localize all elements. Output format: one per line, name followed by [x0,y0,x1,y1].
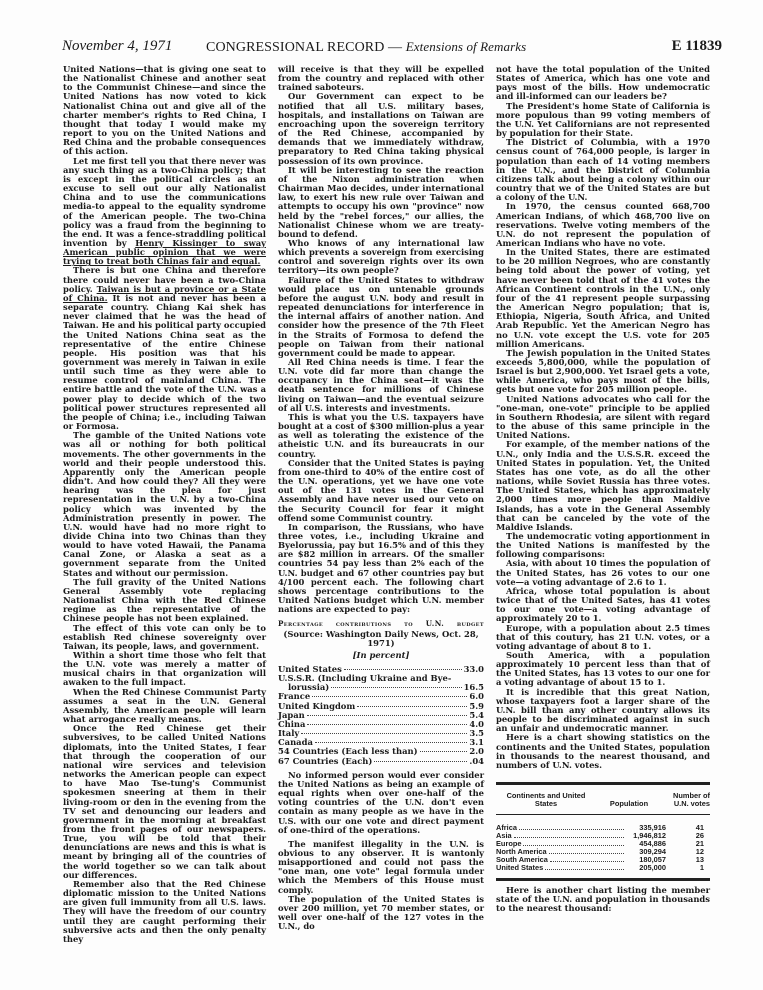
paragraph-text: Let me first tell you that there never was any such thing as a two-China policy; that is except in the political circles as an excuse to sell out our ally Nationalist China and to use the communications media-to appeal to the equality syndrome of the American people. The two-China policy was a fraud from the beginning to the end. It was a fence-straddling political invention by [63,155,266,248]
table-row: United States 205,000 1 [496,863,704,873]
underlined-text: Taiwan is but a province or a State of China. [63,283,266,303]
paragraph: Remember also that the Red Chinese diplomatic mission to the United Nations are given full immunity from all U.S. laws. They will have the freedom of our country until they are caught performing their subversive acts and then the only penalty they [63,878,266,944]
table-row: U.S.S.R. (Including Ukraine and Bye- [278,673,452,684]
paragraph: The manifest illegality in the U.N. is obvious to any observer. It is wantonly misapportioned and could not pass the "one man, one vote" legal formula under which the Members of this House must comply. [278,838,484,895]
page-number: E 11839 [671,38,722,54]
paragraph: In the United States, there are estimated to be 20 million Negroes, who are constantly being told about the power of voting, yet have never been told that of the 41 votes the African Continent controls in the U.N., only four of the 41 represent people surpassing the American Negro population; that is, Ethiopia, Nigeria, South Africa, and United Arab Republic. Yet the American Negro has no U.N. vote except the U.S. vote for 205 million Americans. [496,247,710,349]
paragraph: The Jewish population in the United States exceeds 5,800,000, while the population of Israel is but 2,900,000. Yet Israel gets a vote, while America, who pays most of the bills, gets but one vote for 205 million people. [496,347,710,395]
table-row: lorussia) 16.5 [288,682,484,693]
table-row: United States 33.0 [278,664,484,674]
paragraph: not have the total population of the United States of America, which has one vote and pays most of the bills. How undemocratic and ill-informed can our leaders be? [496,64,710,102]
paragraph: The undemocratic voting apportionment in the United Nations is manifested by the following comparisons: [496,530,710,560]
section-name: Extensions of Remarks [405,39,527,54]
paragraph: Once the Red Chinese get their subversives, to be called United Nations diplomats, into the United States, I fear that through the cooperation of our national wire services and television networks the American people can expect to have Mao Tse-tung's Communist spokesmen sneering at them in their living-room or den in the evening from the TV set and denouncing our leaders and government in the morning at breakfast from the front pages of our newspapers. True, you will be told that their denunciations are news and this is what is meant by bringing all of the countries of the world together so we can talk about our differences. [63,723,266,880]
paragraph: No informed person would ever consider the United Nations as being an example of equal rights when over one-half of the voting countries of the U.N. don't even contain as many people as we have in the U.S. with our one vote and direct payment of one-third of the operations. [278,769,484,835]
table-title: Percentage contributions to U.N. budget [278,619,484,629]
publication-name: CONGRESSIONAL RECORD [206,40,385,55]
table-header [496,785,710,815]
column-middle [278,65,484,931]
table-row: United Kingdom 5.9 [278,700,484,711]
header-title: CONGRESSIONAL RECORD — Extensions of Remarks [206,39,527,55]
column-header: Continents and United States [506,791,586,809]
paragraph: All Red China needs is time. I fear the U.N. vote did far more than change the occupancy in the China seat—it was the death sentence for millions of Chinese living on Taiwan—and the eventual seizure of all U.S. interests and investments. [278,357,484,413]
paragraph: Who knows of any international law which prevents a sovereign from exercising control and sovereign rights over its own territory—its own people? [278,237,484,276]
table-row: North America 309,294 12 [496,847,704,857]
table-row: South America 180,057 13 [496,855,704,865]
paragraph: Asia, with about 10 times the population of the United States, has 26 votes to our one vote—a voting advantage of 2.6 to 1. [496,558,710,587]
paragraph: The effect of this vote can only be to establish Red chinese sovereignty over Taiwan, its people, laws, and government. [63,622,266,651]
paragraph-text: It is not and never has been a separate country. Chiang Kai shek has never claimed that he was the head of Taiwan. He and his political party occupied the United Nations China seat as the representative of the entire Chinese people. His position was that his government was merely in Taiwan in exile until such time as they were able to resume control of mainland China. The entire battle and the vote of the U.N. was a power play to decide which of the two political power structures represented all the people of China; i.e., including Taiwan or Formosa. [63,292,266,432]
column-right [496,65,710,914]
table-source: (Source: Washington Daily News, Oct. 28, 1971) [283,628,479,648]
column-left [63,65,266,944]
table-row: Italy 3.5 [278,728,484,739]
paragraph: Failure of the United States to withdraw would place us on untenable grounds before the august U.N. body and result in repeated denunciations for interference in the internal affairs of another nation. And consider how the presence of the 7th Fleet in the Straits of Formosa to defend the people on Taiwan from their national government could be made to appear. [278,274,484,358]
table-row: Canada 3.1 [278,737,484,748]
population-table [496,782,710,881]
paragraph: will receive is that they will be expelled from the country and replaced with other trained saboteurs. [278,64,484,93]
paragraph: Our Government can expect to be notified that all U.S. military bases, hospitals, and installations on Taiwan are encroaching upon the sovereign territory of the Red Chinese, accompanied by demands that we immediately withdraw, preparatory to Red China taking physical possession of its own province. [278,91,484,166]
paragraph: It is incredible that this great Nation, whose taxpayers foot a larger share of the U.N. bill than any other country allows its people to be discriminated against in such an unfair and undemocratic manner. [496,686,710,734]
contributions-table [278,619,484,765]
header-date: November 4, 1971 [62,38,173,54]
paragraph: For example, of the member nations of the U.N., only India and the U.S.S.R. exceed the United States in population. Yet, the United States has one vote, as do all the other nations, while Soviet Russia has three votes. The United States, which has approximately 2,000 times more people than Maldive Islands, has a vote in the General Assembly that can be canceled by the vote of the Maldive Islands. [496,439,710,532]
column-header: Number of U.N. votes [673,791,710,809]
paragraph-text: There is but one China and therefore there could never have been a two-China policy. [63,265,266,294]
table-row: China 4.0 [278,718,484,729]
table-row: Africa 335,916 41 [496,823,704,833]
paragraph: Here is a chart showing statistics on the continents and the United States, population in thousands to the nearest thousand, and numbers of U.N. votes. [496,732,710,770]
table-row: Europe 454,886 21 [496,839,704,849]
table-row: Japan 5.4 [278,709,484,720]
paragraph: The President's home State of California is more populous than 99 voting members of the U.N. Yet Californians are not represented by population for their State. [496,100,710,139]
paragraph: The gamble of the United Nations vote was all or nothing for both political movements. The other governments in the world and their people understood this. Apparently only the American people didn't. And how could they? All they were hearing was the plea for just representation in the U.N. by a two-China policy which was invented by the Administration presently in power. The U.N. would have had no more right to divide China into two Chinas than they would to have voted Hawaii, the Panama Canal Zone, or Alaska a seat as a government separate from the United States and without our permission. [63,430,266,578]
paragraph [63,157,266,267]
paragraph: Africa, whose total population is about twice that of the United Sates, has 41 votes to our one vote—a voting advantage of approximately 20 to 1. [496,585,710,624]
table-row: 54 Countries (Each less than) 2.0 [278,746,484,757]
underlined-text: Henry Kissinger to sway American public opinion that we were trying to treat both Chinas fair and equal. [63,237,266,267]
paragraph: In comparison, the Russians, who have three votes, i.e., including Ukraine and Byelorussia, pay but 16.5% and of this they are $82 million in arrears. Of the smaller countries 54 pay less than 2% each of the U.N. budget and 67 other countries pay but 4/100 percent each. The following chart shows percentage contributions to the United Nations budget which U.N. member nations are expected to pay: [278,521,484,615]
paragraph: It will be interesting to see the reaction of the Nixon administration when Chairman Mao decides, under international law, to exert his new rule over Taiwan and attempts to occupy his own "province" now held by the "rebel forces," our allies, the Nationalist Chinese whom we are treaty-bound to defend. [278,164,484,239]
paragraph: Here is another chart listing the member state of the U.N. and population in thousands to the nearest thousand: [496,885,710,914]
paragraph: South America, with a population approximately 10 percent less than that of the United States, has 13 votes to our one for a voting advantage of about 15 to 1. [496,650,710,688]
paragraph: The population of the United States is over 200 million, yet 70 member states, or well over one-half of the 127 votes in the U.N., do [278,893,484,932]
table-unit: [In percent] [352,649,410,660]
paragraph: United Nations advocates who call for the "one-man, one-vote" principle to be applied in Southern Rhodesia, are silent with regard to the abuse of this same principle in the United Nations. [496,393,710,441]
table-row: Asia 1,946,812 26 [496,831,704,841]
column-header: Population [609,799,649,809]
paragraph: This is what you the U.S. taxpayers have bought at a cost of $300 million-plus a year as well as tolerating the existence of the atheistic U.N. and its bureaucrats in our country. [278,411,484,459]
paragraph: Within a short time those who felt that the U.N. vote was merely a matter of musical chairs in that organization will awaken to the full impact. [63,650,266,688]
paragraph: The District of Columbia, with a 1970 census count of 764,000 people, is larger in population than each of 14 voting members in the U.N., and the District of Columbia citizens talk about being a colony within our country that we of the United States are but a colony of the U.N. [496,137,710,203]
paragraph: When the Red Chinese Communist Party assumes a seat in the U.N. General Assembly, the American people will learn what arrogance really means. [63,686,266,725]
table-row: France 6.0 [278,691,484,702]
paragraph: Europe, with a population about 2.5 times that of this coutury, has 21 U.N. votes, or a voting advantage of about 8 to 1. [496,622,710,651]
page-header [62,38,722,58]
paragraph: In 1970, the census counted 668,700 American Indians, of which 468,700 live on reservations. Twelve voting members of the U.N. do not represent the population of American Indians who have no vote. [496,201,710,248]
paragraph: The full gravity of the United Nations General Assembly vote replacing Nationalist China with the Red Chinese regime as the representative of the Chinese people has not been explained. [63,576,266,624]
paragraph: United Nations—that is giving one seat to the Nationalist Chinese and another seat to the Communist Chinese—and since the United Nations has now voted to kick Nationalist China out and give all of the charter member's rights to Red China, I thought that today I would make my report to you on the United Nations and Red China and the probable consequences of this action. [63,64,266,157]
paragraph [63,266,266,431]
paragraph: Consider that the United States is paying from one-third to 40% of the entire cost of the U.N. operations, yet we have one vote out of the 131 votes in the General Assembly and have never used our veto on the Security Council for fear it might offend some Communist country. [278,457,484,523]
table-row: 67 Countries (Each) .04 [278,755,484,766]
